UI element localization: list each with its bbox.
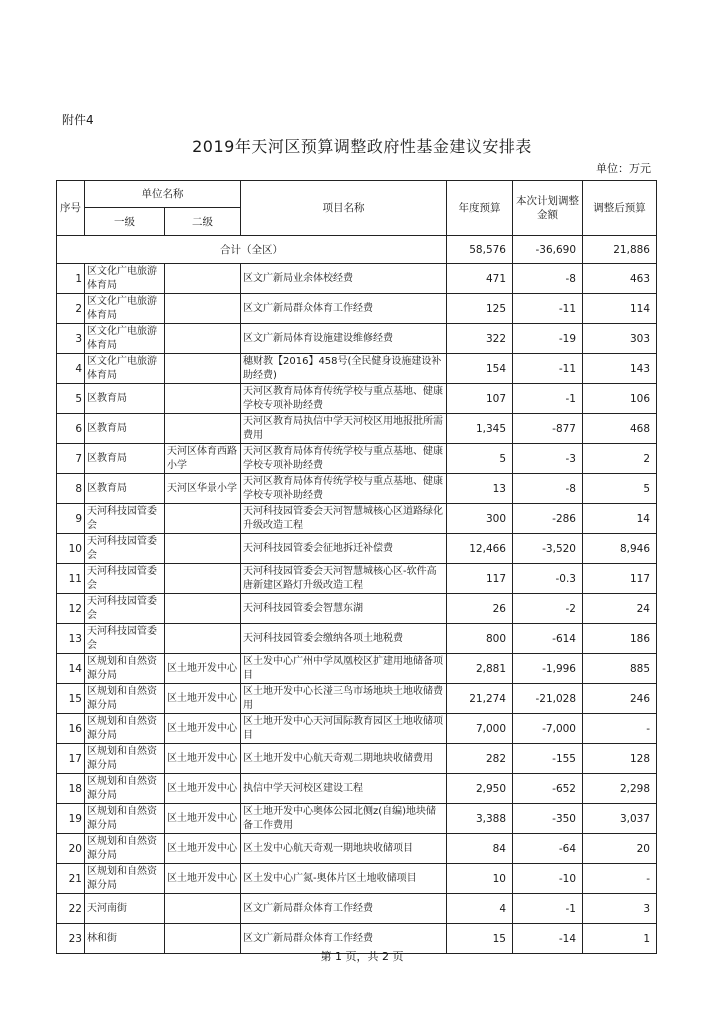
row-seq: 18 bbox=[57, 774, 85, 804]
row-annual-budget: 3,388 bbox=[447, 804, 513, 834]
row-level2: 区土地开发中心 bbox=[165, 804, 241, 834]
table-row bbox=[57, 804, 657, 834]
row-seq: 9 bbox=[57, 504, 85, 534]
header-seq: 序号 bbox=[57, 181, 85, 236]
header-adjust-amount: 本次计划调整金额 bbox=[513, 181, 583, 236]
row-level2 bbox=[165, 294, 241, 324]
row-adjust-amount: -10 bbox=[513, 864, 583, 894]
row-seq: 16 bbox=[57, 714, 85, 744]
row-after-adjust: 20 bbox=[583, 834, 657, 864]
row-seq: 8 bbox=[57, 474, 85, 504]
row-adjust-amount: -19 bbox=[513, 324, 583, 354]
header-level1: 一级 bbox=[85, 208, 165, 236]
row-after-adjust: 114 bbox=[583, 294, 657, 324]
row-level1: 区规划和自然资源分局 bbox=[85, 774, 165, 804]
row-annual-budget: 800 bbox=[447, 624, 513, 654]
header-level2: 二级 bbox=[165, 208, 241, 236]
row-project: 天河科技园管委会智慧东湖 bbox=[241, 594, 447, 624]
row-project: 区土地开发中心奥体公园北侧z(自编)地块储备工作费用 bbox=[241, 804, 447, 834]
table-row bbox=[57, 684, 657, 714]
row-annual-budget: 117 bbox=[447, 564, 513, 594]
row-project: 区文广新局群众体育工作经费 bbox=[241, 294, 447, 324]
row-seq: 6 bbox=[57, 414, 85, 444]
row-after-adjust: 303 bbox=[583, 324, 657, 354]
row-adjust-amount: -1 bbox=[513, 384, 583, 414]
table-row bbox=[57, 354, 657, 384]
row-level1: 区文化广电旅游体育局 bbox=[85, 264, 165, 294]
table-row bbox=[57, 414, 657, 444]
row-level2 bbox=[165, 324, 241, 354]
row-level1: 区规划和自然资源分局 bbox=[85, 804, 165, 834]
row-after-adjust: 468 bbox=[583, 414, 657, 444]
row-adjust-amount: -14 bbox=[513, 924, 583, 954]
table-row bbox=[57, 294, 657, 324]
row-level2 bbox=[165, 624, 241, 654]
row-after-adjust: 246 bbox=[583, 684, 657, 714]
total-label: 合计（全区） bbox=[57, 236, 447, 264]
row-after-adjust: 186 bbox=[583, 624, 657, 654]
row-level2 bbox=[165, 264, 241, 294]
row-level2: 区土地开发中心 bbox=[165, 864, 241, 894]
row-adjust-amount: -11 bbox=[513, 354, 583, 384]
row-level1: 天河科技园管委会 bbox=[85, 564, 165, 594]
row-project: 区土发中心航天奇观一期地块收储项目 bbox=[241, 834, 447, 864]
row-level1: 区规划和自然资源分局 bbox=[85, 684, 165, 714]
row-project: 区文广新局体育设施建设维修经费 bbox=[241, 324, 447, 354]
row-level1: 区文化广电旅游体育局 bbox=[85, 294, 165, 324]
row-annual-budget: 4 bbox=[447, 894, 513, 924]
header-unit-name: 单位名称 bbox=[85, 181, 241, 208]
row-after-adjust: 3 bbox=[583, 894, 657, 924]
row-seq: 3 bbox=[57, 324, 85, 354]
total-row bbox=[57, 236, 657, 264]
row-project: 区土地开发中心航天奇观二期地块收储费用 bbox=[241, 744, 447, 774]
table-row bbox=[57, 864, 657, 894]
row-project: 天河科技园管委会征地拆迁补偿费 bbox=[241, 534, 447, 564]
row-level2 bbox=[165, 414, 241, 444]
row-level1: 区规划和自然资源分局 bbox=[85, 654, 165, 684]
row-seq: 21 bbox=[57, 864, 85, 894]
row-after-adjust: 2,298 bbox=[583, 774, 657, 804]
row-after-adjust: 24 bbox=[583, 594, 657, 624]
table-row bbox=[57, 894, 657, 924]
row-after-adjust: 117 bbox=[583, 564, 657, 594]
row-project: 天河区教育局体育传统学校与重点基地、健康学校专项补助经费 bbox=[241, 474, 447, 504]
row-after-adjust: - bbox=[583, 864, 657, 894]
row-after-adjust: 8,946 bbox=[583, 534, 657, 564]
row-adjust-amount: -877 bbox=[513, 414, 583, 444]
row-adjust-amount: -1 bbox=[513, 894, 583, 924]
row-annual-budget: 300 bbox=[447, 504, 513, 534]
row-level2 bbox=[165, 354, 241, 384]
row-adjust-amount: -7,000 bbox=[513, 714, 583, 744]
table-row bbox=[57, 534, 657, 564]
row-after-adjust: 1 bbox=[583, 924, 657, 954]
row-annual-budget: 10 bbox=[447, 864, 513, 894]
row-seq: 15 bbox=[57, 684, 85, 714]
row-after-adjust: 128 bbox=[583, 744, 657, 774]
header-project: 项目名称 bbox=[241, 181, 447, 236]
table-row bbox=[57, 264, 657, 294]
row-level2 bbox=[165, 534, 241, 564]
row-project: 天河区教育局体育传统学校与重点基地、健康学校专项补助经费 bbox=[241, 444, 447, 474]
row-seq: 14 bbox=[57, 654, 85, 684]
row-seq: 23 bbox=[57, 924, 85, 954]
row-adjust-amount: -350 bbox=[513, 804, 583, 834]
row-level2 bbox=[165, 594, 241, 624]
row-annual-budget: 154 bbox=[447, 354, 513, 384]
table-row bbox=[57, 384, 657, 414]
row-project: 穗财教【2016】458号(全民健身设施建设补助经费) bbox=[241, 354, 447, 384]
row-annual-budget: 322 bbox=[447, 324, 513, 354]
row-after-adjust: 143 bbox=[583, 354, 657, 384]
table-row bbox=[57, 564, 657, 594]
row-seq: 10 bbox=[57, 534, 85, 564]
row-after-adjust: 2 bbox=[583, 444, 657, 474]
total-annual-budget: 58,576 bbox=[447, 236, 513, 264]
row-level2 bbox=[165, 894, 241, 924]
row-after-adjust: 3,037 bbox=[583, 804, 657, 834]
row-level2 bbox=[165, 564, 241, 594]
row-level2: 区土地开发中心 bbox=[165, 654, 241, 684]
row-level2 bbox=[165, 504, 241, 534]
row-level2: 天河区华景小学 bbox=[165, 474, 241, 504]
row-seq: 19 bbox=[57, 804, 85, 834]
row-project: 区土发中心广州中学凤凰校区扩建用地储备项目 bbox=[241, 654, 447, 684]
row-annual-budget: 2,881 bbox=[447, 654, 513, 684]
row-level1: 天河科技园管委会 bbox=[85, 504, 165, 534]
row-seq: 22 bbox=[57, 894, 85, 924]
row-adjust-amount: -155 bbox=[513, 744, 583, 774]
row-level2: 区土地开发中心 bbox=[165, 684, 241, 714]
row-level1: 林和街 bbox=[85, 924, 165, 954]
table-row bbox=[57, 504, 657, 534]
row-after-adjust: - bbox=[583, 714, 657, 744]
row-seq: 7 bbox=[57, 444, 85, 474]
row-level2: 区土地开发中心 bbox=[165, 714, 241, 744]
row-level1: 区规划和自然资源分局 bbox=[85, 864, 165, 894]
row-level1: 区教育局 bbox=[85, 474, 165, 504]
row-level2: 区土地开发中心 bbox=[165, 834, 241, 864]
table-row bbox=[57, 594, 657, 624]
row-after-adjust: 463 bbox=[583, 264, 657, 294]
page-footer: 第 1 页，共 2 页 bbox=[320, 950, 404, 963]
row-adjust-amount: -64 bbox=[513, 834, 583, 864]
row-level1: 区规划和自然资源分局 bbox=[85, 714, 165, 744]
row-level1: 区规划和自然资源分局 bbox=[85, 744, 165, 774]
row-project: 区文广新局群众体育工作经费 bbox=[241, 924, 447, 954]
row-level1: 区教育局 bbox=[85, 384, 165, 414]
row-adjust-amount: -1,996 bbox=[513, 654, 583, 684]
row-seq: 5 bbox=[57, 384, 85, 414]
row-annual-budget: 21,274 bbox=[447, 684, 513, 714]
row-annual-budget: 2,950 bbox=[447, 774, 513, 804]
table-row bbox=[57, 654, 657, 684]
row-seq: 2 bbox=[57, 294, 85, 324]
row-adjust-amount: -3,520 bbox=[513, 534, 583, 564]
row-after-adjust: 885 bbox=[583, 654, 657, 684]
row-level1: 区文化广电旅游体育局 bbox=[85, 324, 165, 354]
table-row bbox=[57, 624, 657, 654]
row-annual-budget: 84 bbox=[447, 834, 513, 864]
row-adjust-amount: -8 bbox=[513, 264, 583, 294]
row-annual-budget: 15 bbox=[447, 924, 513, 954]
row-level1: 天河科技园管委会 bbox=[85, 534, 165, 564]
table-row bbox=[57, 324, 657, 354]
row-project: 天河科技园管委会天河智慧城核心区道路绿化升级改造工程 bbox=[241, 504, 447, 534]
row-level2 bbox=[165, 384, 241, 414]
row-annual-budget: 7,000 bbox=[447, 714, 513, 744]
row-seq: 1 bbox=[57, 264, 85, 294]
row-project: 执信中学天河校区建设工程 bbox=[241, 774, 447, 804]
row-annual-budget: 12,466 bbox=[447, 534, 513, 564]
row-project: 区土发中心广氮-奥体片区土地收储项目 bbox=[241, 864, 447, 894]
row-level1: 天河科技园管委会 bbox=[85, 624, 165, 654]
table-row bbox=[57, 474, 657, 504]
row-adjust-amount: -0.3 bbox=[513, 564, 583, 594]
table-row bbox=[57, 834, 657, 864]
row-annual-budget: 26 bbox=[447, 594, 513, 624]
total-after-adjust: 21,886 bbox=[583, 236, 657, 264]
row-project: 天河区教育局体育传统学校与重点基地、健康学校专项补助经费 bbox=[241, 384, 447, 414]
attachment-label: 附件4 bbox=[62, 113, 94, 127]
row-level1: 区文化广电旅游体育局 bbox=[85, 354, 165, 384]
table-row bbox=[57, 444, 657, 474]
row-annual-budget: 282 bbox=[447, 744, 513, 774]
header-annual-budget: 年度预算 bbox=[447, 181, 513, 236]
row-level2: 区土地开发中心 bbox=[165, 744, 241, 774]
row-annual-budget: 13 bbox=[447, 474, 513, 504]
row-annual-budget: 5 bbox=[447, 444, 513, 474]
row-seq: 12 bbox=[57, 594, 85, 624]
table-row bbox=[57, 774, 657, 804]
row-adjust-amount: -652 bbox=[513, 774, 583, 804]
total-adjust-amount: -36,690 bbox=[513, 236, 583, 264]
table-row bbox=[57, 744, 657, 774]
unit-label: 单位：万元 bbox=[596, 162, 651, 175]
row-adjust-amount: -11 bbox=[513, 294, 583, 324]
row-project: 区文广新局群众体育工作经费 bbox=[241, 894, 447, 924]
row-after-adjust: 106 bbox=[583, 384, 657, 414]
table-row bbox=[57, 714, 657, 744]
row-project: 区土地开发中心长湴三鸟市场地块土地收储费用 bbox=[241, 684, 447, 714]
row-level1: 区教育局 bbox=[85, 444, 165, 474]
row-annual-budget: 125 bbox=[447, 294, 513, 324]
row-level1: 天河南街 bbox=[85, 894, 165, 924]
row-adjust-amount: -21,028 bbox=[513, 684, 583, 714]
row-seq: 20 bbox=[57, 834, 85, 864]
row-annual-budget: 1,345 bbox=[447, 414, 513, 444]
row-adjust-amount: -8 bbox=[513, 474, 583, 504]
row-annual-budget: 107 bbox=[447, 384, 513, 414]
row-seq: 11 bbox=[57, 564, 85, 594]
row-adjust-amount: -614 bbox=[513, 624, 583, 654]
row-level2: 天河区体育西路小学 bbox=[165, 444, 241, 474]
row-project: 天河科技园管委会缴纳各项土地税费 bbox=[241, 624, 447, 654]
row-project: 天河区教育局执信中学天河校区用地报批所需费用 bbox=[241, 414, 447, 444]
row-level1: 天河科技园管委会 bbox=[85, 594, 165, 624]
row-adjust-amount: -3 bbox=[513, 444, 583, 474]
row-after-adjust: 14 bbox=[583, 504, 657, 534]
row-annual-budget: 471 bbox=[447, 264, 513, 294]
row-after-adjust: 5 bbox=[583, 474, 657, 504]
row-level1: 区教育局 bbox=[85, 414, 165, 444]
row-adjust-amount: -286 bbox=[513, 504, 583, 534]
page-title: 2019年天河区预算调整政府性基金建议安排表 bbox=[192, 137, 532, 156]
row-level2: 区土地开发中心 bbox=[165, 774, 241, 804]
row-adjust-amount: -2 bbox=[513, 594, 583, 624]
row-level1: 区规划和自然资源分局 bbox=[85, 834, 165, 864]
row-seq: 17 bbox=[57, 744, 85, 774]
row-project: 区文广新局业余体校经费 bbox=[241, 264, 447, 294]
row-seq: 4 bbox=[57, 354, 85, 384]
budget-table bbox=[56, 180, 657, 954]
row-project: 天河科技园管委会天河智慧城核心区-软件高唐新建区路灯升级改造工程 bbox=[241, 564, 447, 594]
row-project: 区土地开发中心天河国际教育园区土地收储项目 bbox=[241, 714, 447, 744]
row-seq: 13 bbox=[57, 624, 85, 654]
header-after-adjust: 调整后预算 bbox=[583, 181, 657, 236]
